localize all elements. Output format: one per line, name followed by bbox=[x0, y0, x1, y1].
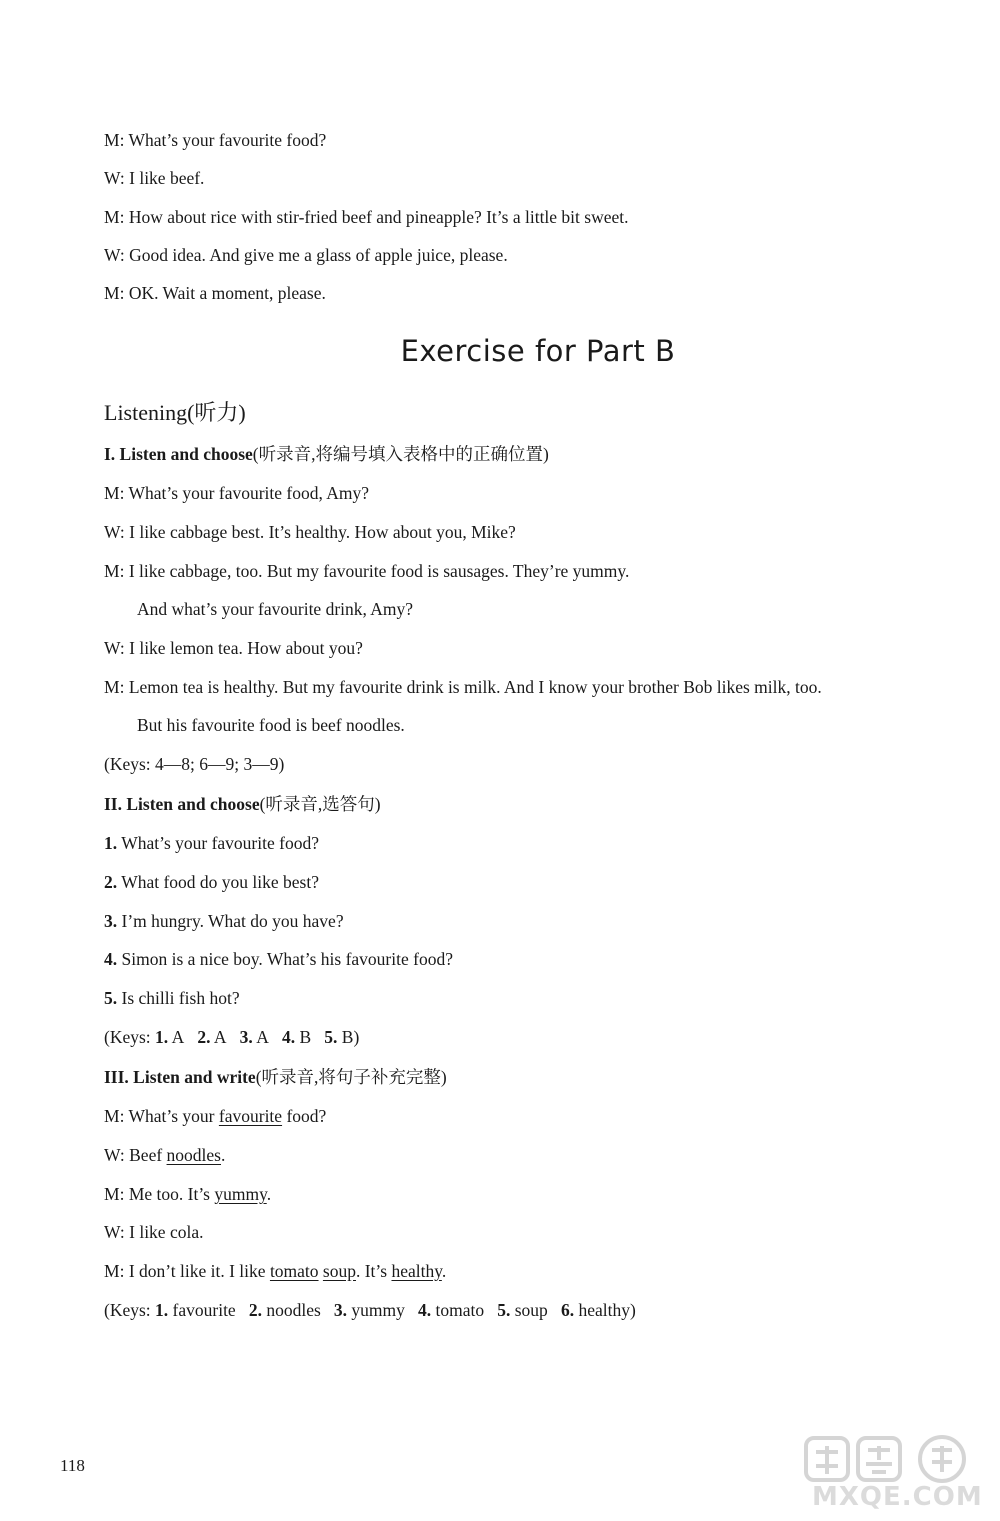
section-heading bbox=[104, 443, 549, 465]
question-item bbox=[104, 987, 240, 1009]
speaker-label: M bbox=[104, 283, 120, 303]
dialogue-line: M: What’s your favourite food? bbox=[104, 130, 327, 150]
key-answer: A bbox=[213, 1027, 227, 1047]
filled-blank: yummy bbox=[214, 1184, 267, 1204]
filled-blank: tomato bbox=[269, 1261, 319, 1281]
key-number: 3. bbox=[239, 1027, 253, 1047]
dialogue-line bbox=[137, 714, 405, 736]
key-answer: B bbox=[341, 1027, 354, 1047]
dialogue-line: W: Good idea. And give me a glass of apple juice, please. bbox=[104, 245, 508, 265]
filled-blank: noodles bbox=[166, 1145, 221, 1165]
dialogue-text: I like cabbage, too. But my favourite food is sausages. They’re yummy. bbox=[128, 561, 630, 581]
dialogue-text: I like lemon tea. How about you? bbox=[129, 638, 363, 658]
key-number: 4. bbox=[281, 1027, 296, 1047]
dialogue-text: What’s your favourite food, Amy? bbox=[128, 483, 370, 503]
filled-blank: soup bbox=[322, 1261, 356, 1281]
dialogue-line: M: I don’t like it. I like tomato soup. It’s healthy. bbox=[104, 1261, 447, 1281]
question-text: Simon is a nice boy. What’s his favourite food? bbox=[121, 949, 453, 969]
answer-keys: (Keys: 4—8; 6—9; 3—9) bbox=[104, 754, 285, 774]
keys-prefix: (Keys: bbox=[104, 1300, 156, 1320]
speaker-label: M bbox=[104, 483, 120, 503]
dialogue-text: But his favourite food is beef noodles. bbox=[137, 715, 405, 735]
dialogue-line: W: I like lemon tea. How about you? bbox=[104, 638, 363, 658]
heading-bold: III. Listen and write bbox=[104, 1067, 256, 1087]
question-text: What food do you like best? bbox=[121, 872, 319, 892]
answer-keys bbox=[104, 1299, 636, 1321]
question-number: 5. bbox=[104, 988, 118, 1008]
speaker-label: M bbox=[104, 207, 120, 227]
keys-suffix: ) bbox=[629, 1300, 636, 1320]
dialogue-text: . bbox=[221, 1145, 226, 1165]
dialogue-text: Me too. It’s bbox=[128, 1184, 215, 1204]
keys-suffix: ) bbox=[353, 1027, 360, 1047]
dialogue-line: W: I like beef. bbox=[104, 168, 205, 188]
dialogue-text: Beef bbox=[129, 1145, 167, 1165]
filled-blank: healthy bbox=[391, 1261, 442, 1281]
question-item bbox=[104, 832, 319, 854]
dialogue-line: M: Lemon tea is healthy. But my favourite drink is milk. And I know your brother Bob likes milk, too. bbox=[104, 677, 822, 697]
dialogue-line: W: I like cola. bbox=[104, 1222, 204, 1242]
key-answer: A bbox=[256, 1027, 269, 1047]
question-text: Is chilli fish hot? bbox=[121, 988, 240, 1008]
key-number: 2. bbox=[248, 1300, 262, 1320]
filled-blank: favourite bbox=[218, 1106, 283, 1126]
heading-instruction: (听录音,选答句) bbox=[259, 794, 381, 814]
dialogue-text: OK. Wait a moment, please. bbox=[128, 283, 326, 303]
dialogue-line: M: What’s your favourite food, Amy? bbox=[104, 483, 370, 503]
dialogue-line: M: How about rice with stir-fried beef and pineapple? It’s a little bit sweet. bbox=[104, 207, 629, 227]
speaker-label: M bbox=[104, 561, 120, 581]
speaker-label: W bbox=[104, 522, 120, 542]
dialogue-text: What’s your favourite food? bbox=[128, 130, 327, 150]
answer-keys bbox=[104, 1026, 359, 1048]
question-number: 1. bbox=[104, 833, 118, 853]
heading-bold: II. Listen and choose bbox=[104, 794, 260, 814]
key-answer: favourite bbox=[172, 1300, 236, 1320]
speaker-label: M bbox=[104, 1261, 120, 1281]
dialogue-text: . It’s bbox=[355, 1261, 392, 1281]
key-answer: soup bbox=[514, 1300, 548, 1320]
question-number: 3. bbox=[104, 911, 118, 931]
key-number: 4. bbox=[418, 1300, 432, 1320]
dialogue-line bbox=[137, 598, 413, 620]
heading-instruction: (听录音,将编号填入表格中的正确位置) bbox=[252, 444, 549, 464]
key-number: 5. bbox=[497, 1300, 511, 1320]
key-number: 3. bbox=[333, 1300, 348, 1320]
page-number: 118 bbox=[60, 1456, 85, 1475]
question-number: 4. bbox=[104, 949, 118, 969]
dialogue-line: M: OK. Wait a moment, please. bbox=[104, 283, 326, 303]
question-text: What’s your favourite food? bbox=[121, 833, 319, 853]
dialogue-line: M: I like cabbage, too. But my favourite food is sausages. They’re yummy. bbox=[104, 561, 630, 581]
speaker-label: W bbox=[104, 638, 120, 658]
question-number: 2. bbox=[104, 872, 118, 892]
question-item bbox=[104, 910, 344, 932]
watermark-text: MXQE.COM bbox=[812, 1482, 983, 1512]
speaker-label: M bbox=[104, 1106, 120, 1126]
dialogue-text: What’s your bbox=[128, 1106, 219, 1126]
dialogue-line: M: Me too. It’s yummy. bbox=[104, 1184, 272, 1204]
dialogue-text: Good idea. And give me a glass of apple juice, please. bbox=[129, 245, 508, 265]
key-number: 1. bbox=[155, 1027, 169, 1047]
keys-prefix: (Keys: bbox=[104, 1027, 156, 1047]
speaker-label: W bbox=[104, 1222, 120, 1242]
section-subhead: Listening(听力) bbox=[104, 400, 246, 425]
key-answer: B bbox=[299, 1027, 312, 1047]
dialogue-text: I like beef. bbox=[129, 168, 205, 188]
dialogue-text: How about rice with stir-fried beef and pineapple? It’s a little bit sweet. bbox=[128, 207, 629, 227]
dialogue-text: . bbox=[441, 1261, 447, 1281]
key-number: 1. bbox=[155, 1300, 169, 1320]
dialogue-text: food? bbox=[282, 1106, 327, 1126]
watermark-logo bbox=[792, 1432, 992, 1516]
question-text: I’m hungry. What do you have? bbox=[121, 911, 344, 931]
dialogue-line: W: Beef noodles. bbox=[104, 1145, 226, 1165]
heading-bold: I. Listen and choose bbox=[104, 444, 253, 464]
speaker-label: M bbox=[104, 1184, 120, 1204]
dialogue-text: I like cola. bbox=[129, 1222, 204, 1242]
speaker-label: W bbox=[104, 245, 120, 265]
section-heading bbox=[104, 1066, 447, 1088]
speaker-label: M bbox=[104, 677, 120, 697]
key-number: 5. bbox=[324, 1027, 338, 1047]
dialogue-text: And what’s your favourite drink, Amy? bbox=[137, 599, 414, 619]
speaker-label: M bbox=[104, 130, 120, 150]
key-answer: tomato bbox=[435, 1300, 485, 1320]
dialogue-line: W: I like cabbage best. It’s healthy. How about you, Mike? bbox=[104, 522, 516, 542]
heading-instruction: (听录音,将句子补充完整) bbox=[255, 1067, 447, 1087]
key-number: 2. bbox=[197, 1027, 211, 1047]
dialogue-line: M: What’s your favourite food? bbox=[104, 1106, 327, 1126]
dialogue-text: Lemon tea is healthy. But my favourite drink is milk. And I know your brother Bob likes milk, too. bbox=[128, 677, 822, 697]
page-title: Exercise for Part B bbox=[400, 334, 676, 368]
key-answer: A bbox=[171, 1027, 185, 1047]
key-number: 6. bbox=[560, 1300, 575, 1320]
speaker-label: W bbox=[104, 1145, 120, 1165]
section-heading bbox=[104, 793, 381, 815]
key-answer: yummy bbox=[351, 1300, 405, 1320]
dialogue-text: I don’t like it. I like bbox=[128, 1261, 270, 1281]
watermark-emblem-icon bbox=[792, 1432, 992, 1488]
key-answer: noodles bbox=[266, 1300, 321, 1320]
question-item bbox=[104, 871, 319, 893]
dialogue-text: I like cabbage best. It’s healthy. How about you, Mike? bbox=[129, 522, 516, 542]
key-answer: healthy bbox=[578, 1300, 630, 1320]
dialogue-text: . bbox=[266, 1184, 272, 1204]
speaker-label: W bbox=[104, 168, 120, 188]
question-item bbox=[104, 948, 453, 970]
